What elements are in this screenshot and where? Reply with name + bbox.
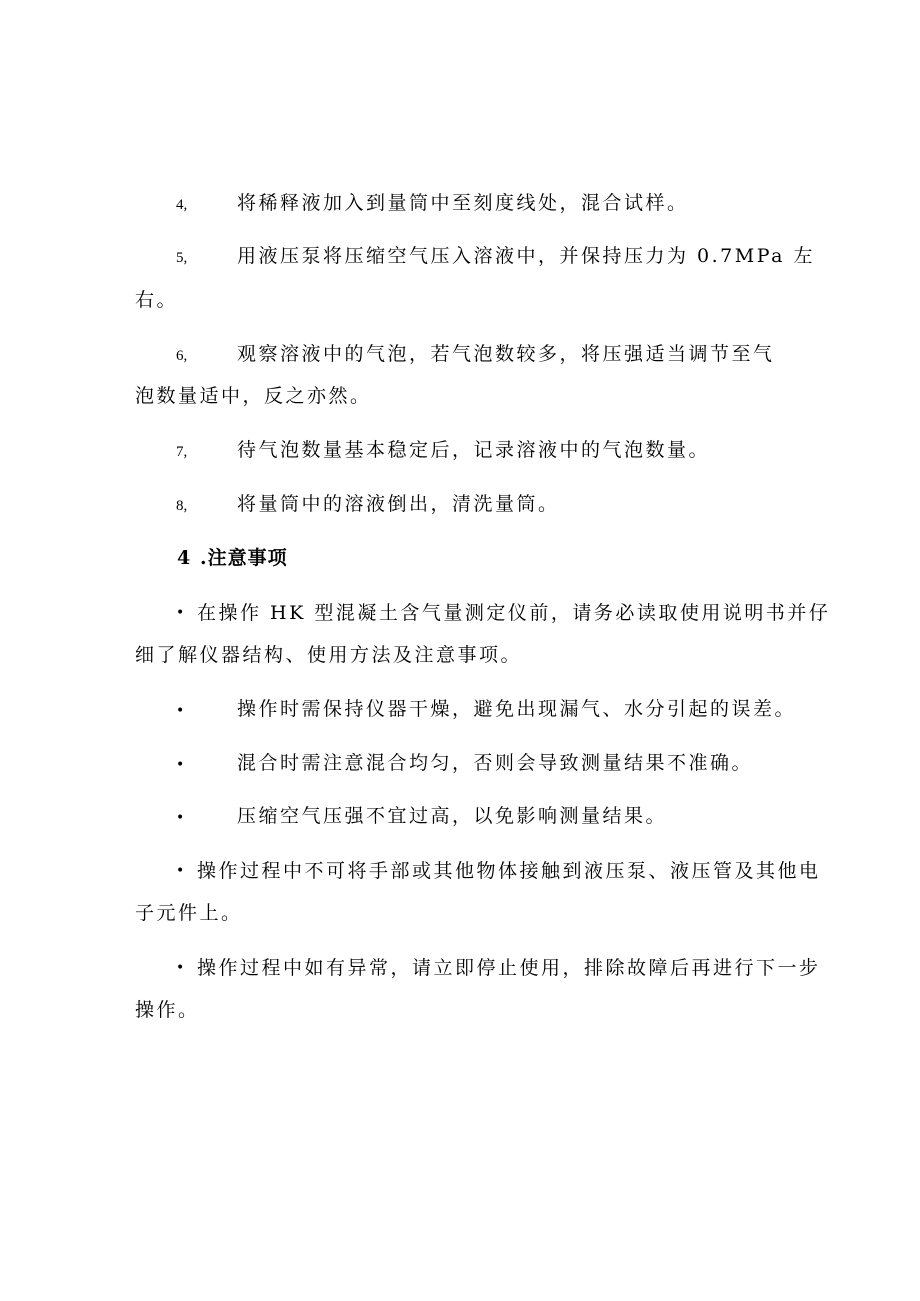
step-number: 7, <box>176 444 188 460</box>
note-text: 操作时需保持仪器干燥，避免出现漏气、水分引起的误差。 <box>237 698 797 720</box>
step-text: 待气泡数量基本稳定后，记录溶液中的气泡数量。 <box>237 439 711 461</box>
step-text-continued: 右。 <box>135 289 179 311</box>
bullet-mark: • <box>176 863 185 879</box>
note-text: 混合时需注意混合均匀，否则会导致测量结果不准确。 <box>237 752 754 774</box>
note-text: 压缩空气压强不宜过高，以免影响测量结果。 <box>237 805 668 827</box>
step-number: 8, <box>176 498 188 514</box>
note-text-continued: 操作。 <box>135 999 200 1021</box>
bullet-mark: • <box>176 757 185 773</box>
step-text: 用液压泵将压缩空气压入溶液中，并保持压力为 0.7MPa 左 <box>237 245 816 267</box>
note-text-continued: 子元件上。 <box>135 902 243 924</box>
bullet-mark: • <box>176 703 185 719</box>
note-text-continued: 细了解仪器结构、使用方法及注意事项。 <box>135 644 523 666</box>
note-text: 操作过程中如有异常，请立即停止使用，排除故障后再进行下一步 <box>197 957 821 979</box>
bullet-mark: • <box>176 960 185 976</box>
step-text-continued: 泡数量适中，反之亦然。 <box>135 385 372 407</box>
section-title: .注意事项 <box>200 547 288 569</box>
note-text: 操作过程中不可将手部或其他物体接触到液压泵、液压管及其他电 <box>197 860 821 882</box>
step-number: 6, <box>176 348 188 364</box>
step-number: 4, <box>176 197 188 213</box>
note-text: 在操作 HK 型混凝土含气量测定仪前，请务必读取使用说明书并仔 <box>197 602 831 624</box>
section-number: 4 <box>177 547 192 569</box>
step-text: 将稀释液加入到量筒中至刻度线处，混合试样。 <box>237 192 689 214</box>
bullet-mark: • <box>176 605 185 621</box>
step-text: 观察溶液中的气泡，若气泡数较多，将压强适当调节至气 <box>237 343 775 365</box>
step-text: 将量筒中的溶液倒出，清洗量筒。 <box>237 493 560 515</box>
bullet-mark: • <box>176 810 185 826</box>
step-number: 5, <box>176 250 188 266</box>
